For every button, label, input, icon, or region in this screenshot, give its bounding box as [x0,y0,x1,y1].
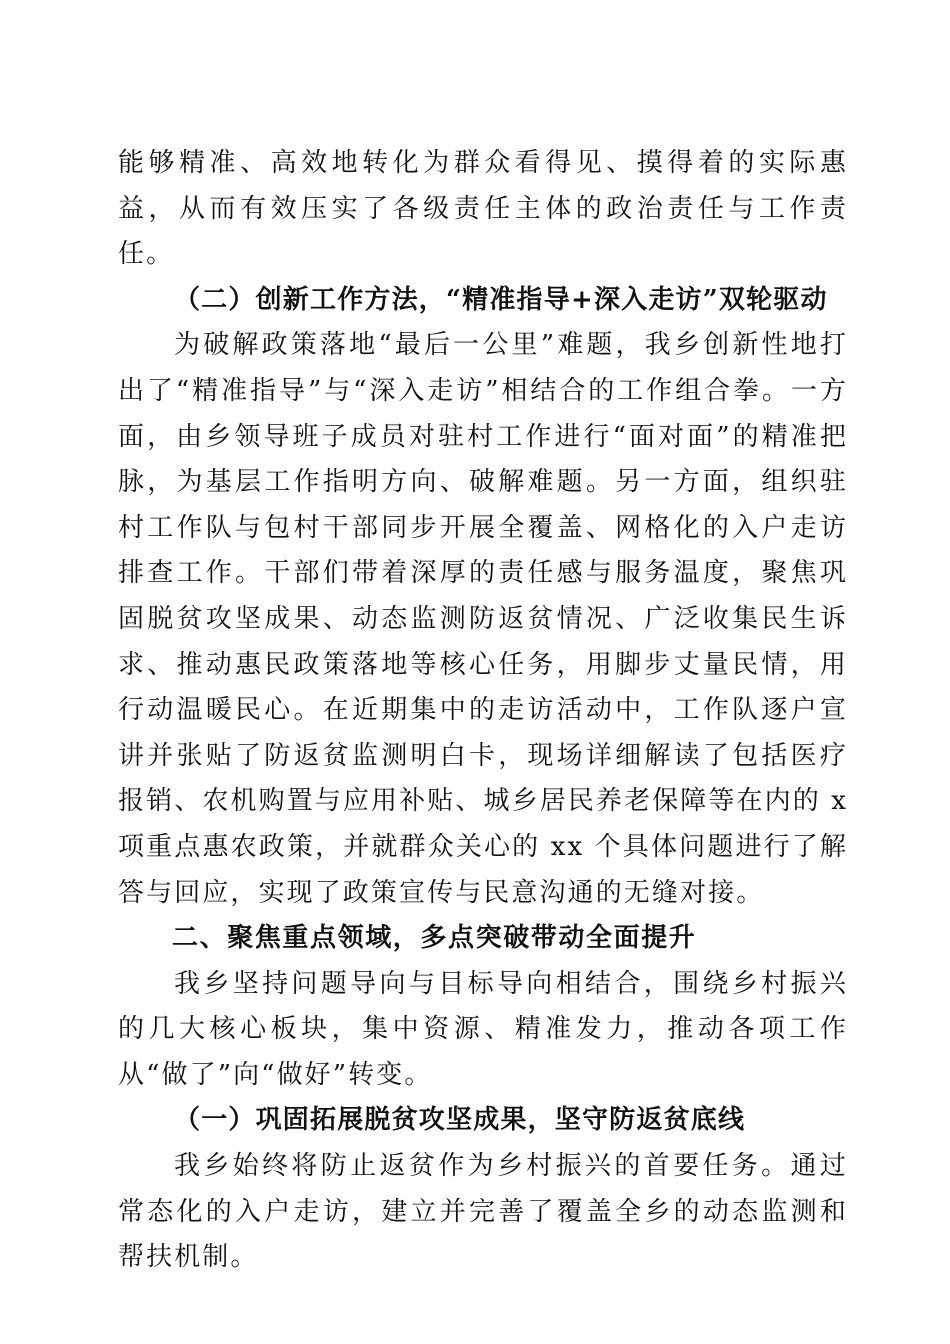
document-body [118,141,848,1281]
paragraph-problem-oriented: 我乡坚持问题导向与目标导向相结合，围绕乡村振兴的几大核心板块，集中资源、精准发力，推动各项工作从“做了”向“做好”转变。 [118,968,848,1090]
subheading-innovate-methods: （二）创新工作方法，“精准指导+深入走访”双轮驱动 [174,284,828,315]
paragraph-prevent-poverty-return: 我乡始终将防止返贫作为乡村振兴的首要任务。通过常态化的入户走访，建立并完善了覆盖全乡的动态监测和帮扶机制。 [118,1151,848,1273]
paragraph-precise-guidance: 为破解政策落地“最后一公里”难题，我乡创新性地打出了“精准指导”与“深入走访”相结合的工作组合拳。一方面，由乡领导班子成员对驻村工作进行“面对面”的精准把脉，为基层工作指明方向、破解难题。另一方面，组织驻村工作队与包村干部同步开展全覆盖、网格化的入户走访排查工作。干部们带着深厚的责任感与服务温度，聚焦巩固脱贫攻坚成果、动态监测防返贫情况、广泛收集民生诉求、推动惠民政策落地等核心任务，用脚步丈量民情，用行动温暖民心。在近期集中的走访活动中，工作队逐户宣讲并张贴了防返贫监测明白卡，现场详细解读了包括医疗报销、农机购置与应用补贴、城乡居民养老保障等在内的 x 项重点惠农政策，并就群众关心的 xx 个具体问题进行了解答与回应，实现了政策宣传与民意沟通的无缝对接。 [118,330,849,908]
subheading-consolidate-results: （一）巩固拓展脱贫攻坚成果，坚守防返贫底线 [174,1105,746,1136]
section-heading-key-areas: 二、聚焦重点领域，多点突破带动全面提升 [172,923,697,954]
paragraph-continuation: 能够精准、高效地转化为群众看得见、摸得着的实际惠益，从而有效压实了各级责任主体的政治责任与工作责任。 [118,148,848,270]
